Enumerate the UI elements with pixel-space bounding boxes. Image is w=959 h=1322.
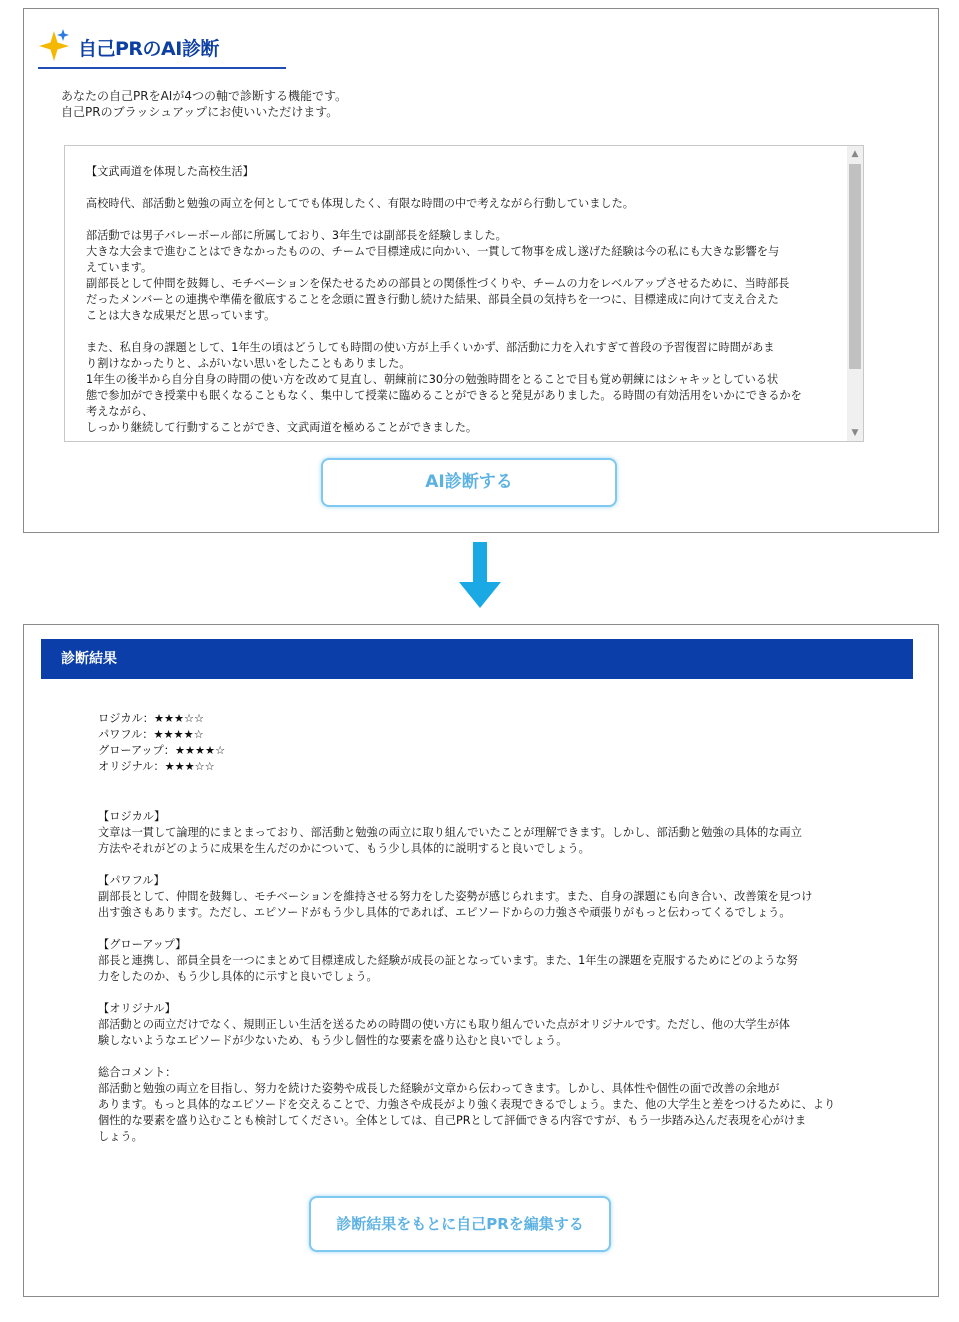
result-header: 診断結果 <box>41 639 913 679</box>
description-line: 自己PRのブラッシュアップにお使いいただけます。 <box>61 105 339 119</box>
diagnosis-result-panel <box>23 624 939 1297</box>
section-heading: 【グローアップ】 <box>98 938 187 951</box>
diagnosis-sections <box>98 809 858 1161</box>
pr-text-area[interactable] <box>64 145 864 442</box>
ai-diagnose-button[interactable]: AI診断する <box>321 458 617 507</box>
scroll-thumb[interactable] <box>849 164 861 369</box>
edit-pr-button[interactable]: 診断結果をもとに自己PRを編集する <box>309 1196 611 1252</box>
ratings-list <box>98 711 225 775</box>
scroll-down-icon[interactable]: ▼ <box>851 428 859 438</box>
rating-powerful: パワフル：★★★★☆ <box>98 728 204 741</box>
rating-original: オリジナル：★★★☆☆ <box>98 760 215 773</box>
section-growup <box>98 937 858 985</box>
scroll-up-icon[interactable]: ▲ <box>851 149 859 159</box>
section-original <box>98 1001 858 1049</box>
description-line: あなたの自己PRをAIが4つの軸で診断する機能です。 <box>61 89 347 103</box>
section-heading: 【パワフル】 <box>98 874 165 887</box>
section-heading: 【オリジナル】 <box>98 1002 176 1015</box>
section-powerful <box>98 873 858 921</box>
section-body: 部長と連携し、部員全員を一つにまとめて目標達成した経験が成長の証となっています。また、1年生の課題を克服するためにどのような努 力をしたのか、もう少し具体的に示すと良いでしょう。 <box>98 954 798 983</box>
rating-growup: グローアップ：★★★★☆ <box>98 744 226 757</box>
section-body: 部活動と勉強の両立を目指し、努力を続けた姿勢や成長した経験が文章から伝わってきます。しかし、具体性や個性の面で改善の余地が あります。もっと具体的なエピソードを交えることで、力強さや成長がより強く表現できるでしょう。また、他の大学生と差をつけるために、より 個性的な要素を盛り込むことも検討してください。全体としては、自己PRとして評価できる内容ですが、もう一歩踏み込んだ表現を心がけま しょう。 <box>98 1082 836 1143</box>
section-body: 部活動との両立だけでなく、規則正しい生活を送るための時間の使い方にも取り組んでいた点がオリジナルです。ただし、他の大学生が体 験しないようなエピソードが少ないため、もう少し個性的な要素を盛り込むと良いでしょう。 <box>98 1018 790 1047</box>
sparkle-icon <box>36 27 76 67</box>
page-title: 自己PRのAI診断 <box>78 37 219 60</box>
section-heading: 【ロジカル】 <box>98 810 166 823</box>
section-body: 文章は一貫して論理的にまとまっており、部活動と勉強の両立に取り組んでいたことが理解できます。しかし、部活動と勉強の具体的な両立 方法やそれがどのように成果を生んだのかについて、もう少し具体的に説明すると良いでしょう。 <box>98 826 802 855</box>
feature-description <box>61 88 347 120</box>
textarea-scrollbar[interactable] <box>847 146 863 441</box>
rating-logical: ロジカル：★★★☆☆ <box>98 712 205 725</box>
arrow-down-icon <box>459 542 501 610</box>
ai-diagnosis-input-panel <box>23 8 939 533</box>
title-underline <box>38 67 286 69</box>
section-overall-comment <box>98 1065 858 1145</box>
panel-title-row <box>36 27 219 67</box>
section-logical <box>98 809 858 857</box>
section-heading: 総合コメント： <box>98 1066 177 1079</box>
pr-text-content[interactable]: 【文武両道を体現した高校生活】 高校時代、部活動と勉強の両立を何としてでも体現したく、有限な時間の中で考えながら行動していました。 部活動では男子バレーボール部に所属しており、3年生では副部長を経験しました。 大きな大会まで進むことはできなかったものの、チームで目標達成に向かい、一貫して物事を成し遂げた経験は今の私にも大きな影響を与 えています。 副部長として仲間を鼓舞し、モチベーションを保たせるための部員との関係性づくりや、チームの力をレベルアップさせるために、当時部長 だったメンバーとの連携や準備を徹底することを念頭に置き行動し続けた結果、部員全員の気持ちを一つに、目標達成に向けて支え合えた ことは大きな成果だと思っています。 また、私自身の課題として、1年生の頃はどうしても時間の使い方が上手くいかず、部活動に力を入れすぎて普段の予習復習に時間があま り割けなかったりと、ふがいない思いをしたこともありました。 1年生の後半から自分自身の時間の使い方を改めて見直し、朝練前に30分の勉強時間をとることで目も覚め朝練にはシャキッとしている状 態で参加ができ授業中も眠くなることもなく、集中して授業に臨めることができると発見がありました。る時間の有効活用をいかにできるかを 考えながら、 しっかり継続して行動することができ、文武両道を極めることができました。 <box>86 165 802 434</box>
section-body: 副部長として、仲間を鼓舞し、モチベーションを維持させる努力をした姿勢が感じられます。また、自身の課題にも向き合い、改善策を見つけ 出す強さもあります。ただし、エピソードがもう少し具体的であれば、エピソードからの力強さや頑張りがもっと伝わってくるでしょう。 <box>98 890 813 919</box>
